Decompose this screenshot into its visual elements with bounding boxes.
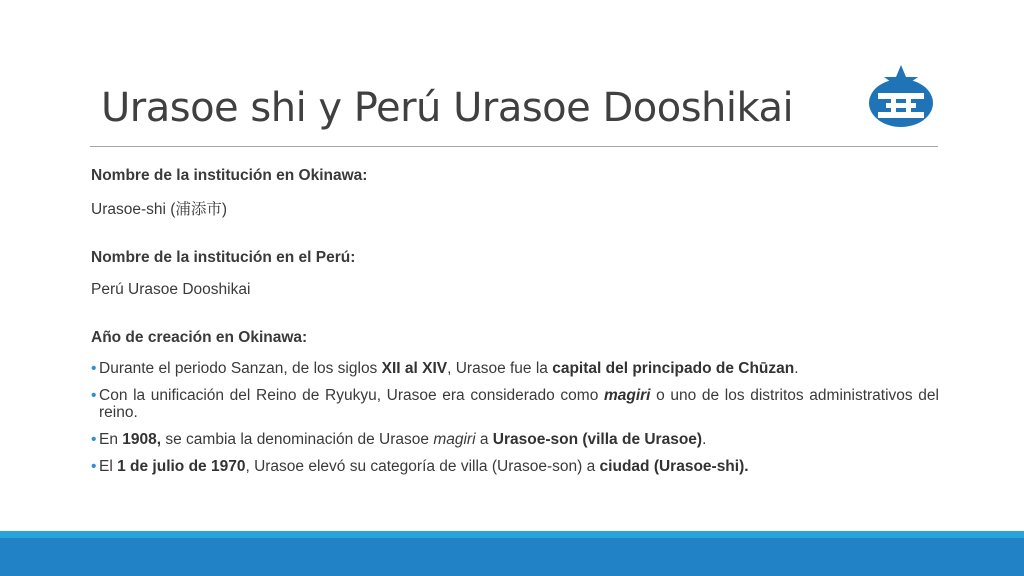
list-item: • El 1 de julio de 1970, Urasoe elevó su categoría de villa (Urasoe-son) a ciudad (Urasoe-shi). [91, 458, 749, 475]
history-bullet-list [91, 360, 939, 485]
urasoe-city-emblem-icon [866, 63, 936, 131]
bullet-dot-icon: • [91, 458, 97, 475]
peru-name-value: Perú Urasoe Dooshikai [91, 281, 251, 298]
bullet-dot-icon: • [91, 431, 97, 448]
bullet-dot-icon: • [91, 387, 97, 404]
founding-heading: Año de creación en Okinawa: [91, 329, 308, 346]
peru-name-heading: Nombre de la institución en el Perú: [91, 249, 356, 266]
title-divider [90, 146, 938, 147]
okinawa-name-heading: Nombre de la institución en Okinawa: [91, 167, 368, 184]
slide-title: Urasoe shi y Perú Urasoe Dooshikai [101, 85, 794, 131]
okinawa-name-value: Urasoe-shi (浦添市) [91, 201, 228, 218]
footer-band-light [0, 531, 1024, 538]
list-item: • En 1908, se cambia la denominación de Urasoe magiri a Urasoe-son (villa de Urasoe). [91, 431, 707, 448]
list-item: • Con la unificación del Reino de Ryukyu, Urasoe era considerado como magiri o uno de los distritos administrativos del reino. [91, 387, 939, 421]
list-item: • Durante el periodo Sanzan, de los siglos XII al XIV, Urasoe fue la capital del principado de Chūzan. [91, 360, 799, 377]
footer-band-dark [0, 538, 1024, 576]
bullet-dot-icon: • [91, 360, 97, 377]
